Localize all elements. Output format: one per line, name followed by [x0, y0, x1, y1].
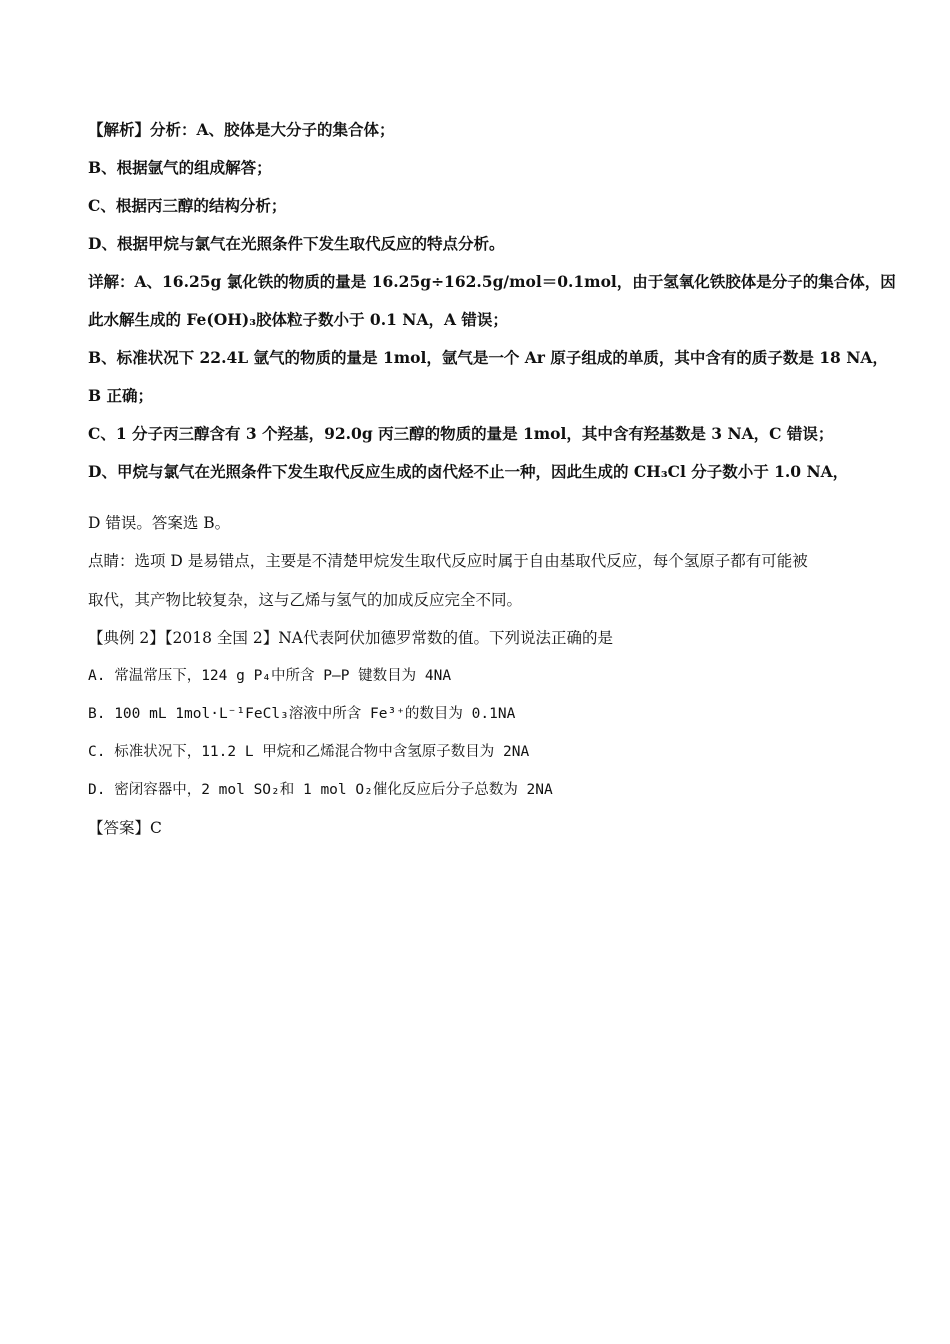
option-b: B. 100 mL 1mol·L⁻¹FeCl₃溶液中所含 Fe³⁺的数目为 0.1NA: [88, 706, 516, 722]
analysis-line-1: 【解析】分析：A、胶体是大分子的集合体；: [88, 120, 395, 139]
conclusion-line-1: D 错误。答案选 B。: [88, 514, 231, 532]
tip-line-1: 点睛：选项 D 是易错点，主要是不清楚甲烷发生取代反应时属于自由基取代反应，每个氢原子都有可能被: [88, 552, 808, 570]
detail-line-2: 此水解生成的 Fe(OH)₃胶体粒子数小于 0.1 NA，A 错误；: [88, 310, 508, 329]
option-c: C. 标准状况下，11.2 L 甲烷和乙烯混合物中含氢原子数目为 2NA: [88, 744, 530, 760]
detail-line-6: D、甲烷与氯气在光照条件下发生取代反应生成的卤代烃不止一种，因此生成的 CH₃Cl 分子数小于 1.0 NA，: [88, 462, 849, 481]
analysis-line-2: B、根据氩气的组成解答；: [88, 158, 272, 177]
detail-line-5: C、1 分子丙三醇含有 3 个羟基，92.0g 丙三醇的物质的量是 1mol，其中含有羟基数是 3 NA，C 错误；: [88, 424, 834, 443]
analysis-line-3: C、根据丙三醇的结构分析；: [88, 196, 287, 215]
detail-line-4: B 正确；: [88, 386, 153, 405]
detail-line-1: 详解：A、16.25g 氯化铁的物质的量是 16.25g÷162.5g/mol＝0.1mol，由于氢氧化铁胶体是分子的集合体，因: [88, 272, 896, 291]
answer-line: 【答案】C: [88, 819, 162, 837]
option-d: D. 密闭容器中，2 mol SO₂和 1 mol O₂催化反应后分子总数为 2NA: [88, 782, 553, 798]
tip-line-2: 取代，其产物比较复杂，这与乙烯与氢气的加成反应完全不同。: [88, 591, 523, 609]
example-title: 【典例 2】【2018 全国 2】NA代表阿伏加德罗常数的值。下列说法正确的是: [88, 629, 613, 647]
detail-line-3: B、标准状况下 22.4L 氩气的物质的量是 1mol，氩气是一个 Ar 原子组成的单质，其中含有的质子数是 18 NA，: [88, 348, 888, 367]
option-a: A. 常温常压下，124 g P₄中所含 P—P 键数目为 4NA: [88, 668, 452, 684]
analysis-line-4: D、根据甲烷与氯气在光照条件下发生取代反应的特点分析。: [88, 234, 505, 253]
